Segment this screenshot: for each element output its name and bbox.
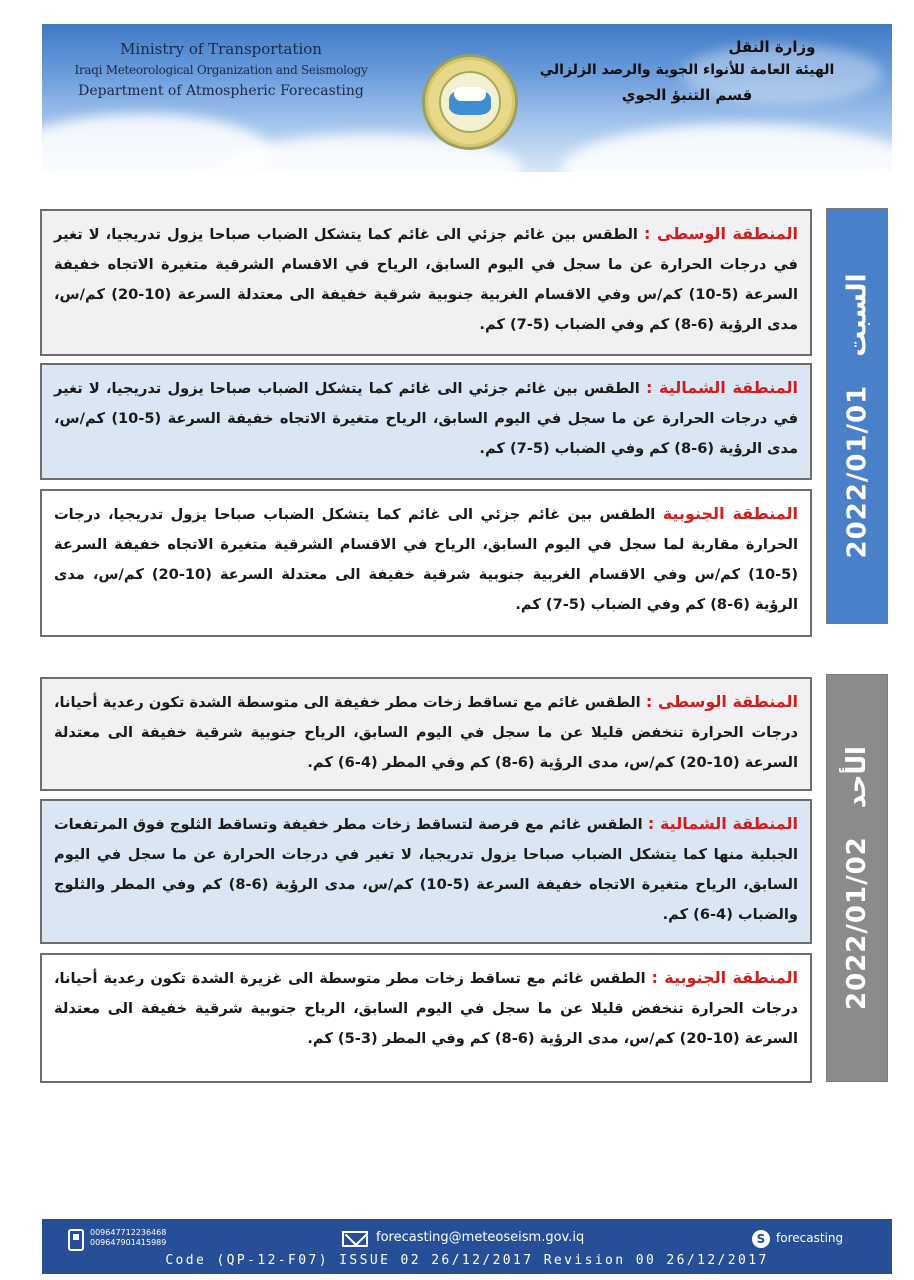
english-letterhead — [56, 38, 386, 102]
phone-number: 009647901415989 — [90, 1238, 167, 1247]
organization-logo — [422, 54, 518, 150]
phone-number: 009647712236468 — [90, 1228, 167, 1237]
region-name: المنطقة الوسطى : — [645, 692, 799, 711]
document-footer — [42, 1219, 892, 1274]
letterhead-banner — [42, 24, 892, 172]
region-name: المنطقة الوسطى : — [643, 224, 798, 243]
organization-name-en: Iraqi Meteorological Organization and Seismology — [74, 63, 368, 77]
region-text: الطقس غائم مع تساقط زخات مطر متوسطة الى غزيرة الشدة تكون رعدية أحيانا، درجات الحرارة تنخفض قليلا عن ما سجل في اليوم السابق، الرياح جنوبية شرقية خفيفة الى معتدلة السرعة (10-20) كم/س، مدى الرؤية (6-8) كم وفي المطر (3-5) كم. — [54, 970, 798, 1047]
day-tab-sunday — [826, 674, 888, 1082]
skype-icon: S — [752, 1230, 770, 1248]
region-name: المنطقة الشمالية : — [647, 814, 799, 833]
envelope-icon — [342, 1231, 368, 1247]
department-name-en: Department of Atmospheric Forecasting — [78, 83, 364, 99]
region-forecast-south — [40, 489, 812, 637]
region-text: الطقس بين غائم جزئي الى غائم كما يتشكل الضباب صباحا يزول تدريجيا، درجات الحرارة مقاربة لما سجل في اليوم السابق، الرياح في الاقسام الشرقية متغيرة الاتجاه خفيفة السرعة (5-10) كم/س وفي الاقسام الغربية جنوبية شرقية خفيفة الى معتدلة السرعة (10-20) كم/س، مدى الرؤية (6-8) كم وفي الضباب (5-7) كم. — [54, 506, 798, 613]
day-name: الأحد — [842, 746, 873, 809]
day-name: السبت — [842, 273, 872, 357]
phone-numbers — [90, 1228, 166, 1248]
region-text: الطقس بين غائم جزئي الى غائم كما يتشكل الضباب صباحا يزول تدريجيا، لا تغير في درجات الحرارة عن ما سجل في اليوم السابق، الرياح في الاقسام الشرقية متغيرة الاتجاه خفيفة السرعة (5-10) كم/س وفي الاقسام الغربية جنوبية شرقية خفيفة الى معتدلة السرعة (10-20) كم/س، مدى الرؤية (6-8) كم وفي الضباب (5-7) كم. — [54, 226, 798, 333]
phone-icon — [68, 1229, 84, 1251]
day-date: 2022/01/02 — [842, 836, 873, 1010]
department-name-ar: قسم التنبؤ الجوي — [621, 86, 753, 104]
region-text: الطقس بين غائم جزئي الى غائم كما يتشكل الضباب صباحا يزول تدريجيا، لا تغير في درجات الحرارة عن ما سجل في اليوم السابق، الرياح متغيرة الاتجاه خفيفة السرعة (5-10) كم/س، مدى الرؤية (6-8) كم وفي الضباب (5-7) كم. — [54, 380, 798, 457]
region-forecast-north — [40, 363, 812, 480]
ministry-name-ar: وزارة النقل — [728, 38, 816, 56]
arabic-letterhead — [522, 36, 852, 108]
region-forecast-central — [40, 677, 812, 791]
region-forecast-north — [40, 799, 812, 944]
region-name: المنطقة الجنوبية : — [651, 968, 799, 987]
region-forecast-south — [40, 953, 812, 1083]
region-text: الطقس غائم مع فرصة لتساقط زخات مطر خفيفة وتساقط الثلوج فوق المرتفعات الجبلية منها كما يتشكل الضباب صباحا يزول تدريجيا، لا تغير في درجات الحرارة عن ما سجل في اليوم السابق، الرياح متغيرة الاتجاه خفيفة السرعة (5-10) كم/س، مدى الرؤية (6-8) كم وفي المطر والثلوج والضباب (4-6) كم. — [54, 816, 798, 923]
day-tab-saturday — [826, 208, 888, 624]
skype-handle: forecasting — [776, 1231, 844, 1245]
region-text: الطقس غائم مع تساقط زخات مطر خفيفة الى متوسطة الشدة تكون رعدية أحيانا، درجات الحرارة تنخفض قليلا عن ما سجل في اليوم السابق، الرياح جنوبية شرقية خفيفة الى معتدلة السرعة (10-20) كم/س، مدى الرؤية (6-8) كم وفي المطر (4-6) كم. — [54, 694, 798, 771]
document-code-line: Code (QP-12-F07) ISSUE 02 26/12/2017 Revision 00 26/12/2017 — [165, 1253, 769, 1268]
ministry-name-en: Ministry of Transportation — [120, 40, 322, 58]
region-forecast-central — [40, 209, 812, 356]
email-address: forecasting@meteoseism.gov.iq — [376, 1230, 585, 1245]
region-name: المنطقة الجنوبية — [662, 504, 798, 523]
day-date: 2022/01/01 — [842, 384, 872, 559]
organization-name-ar: الهيئة العامة للأنواء الجوية والرصد الزلزالي — [539, 62, 835, 78]
region-name: المنطقة الشمالية : — [645, 378, 799, 397]
